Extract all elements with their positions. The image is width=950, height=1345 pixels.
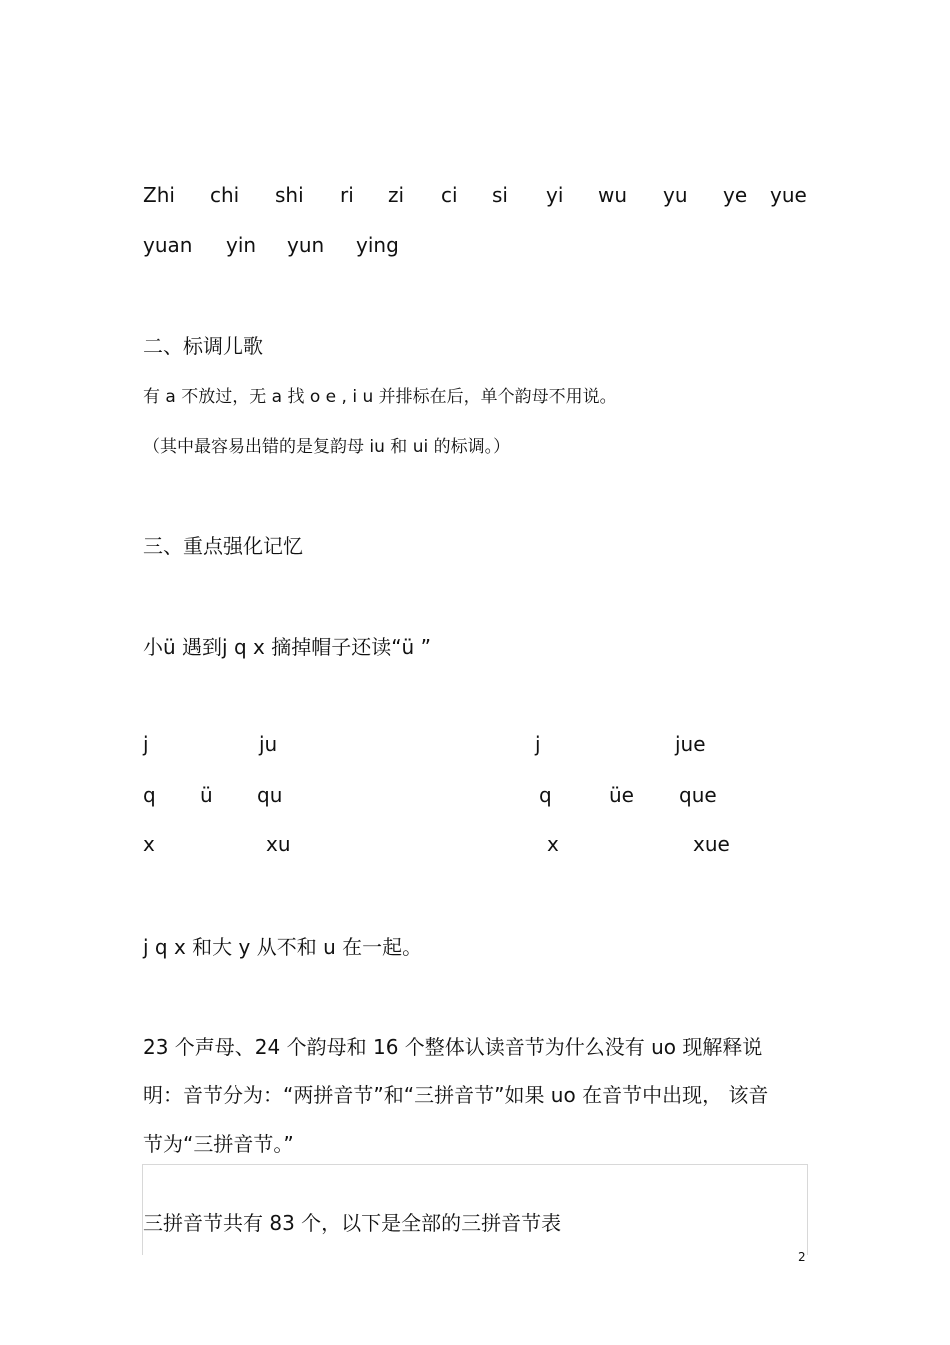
paragraph-line: 明：音节分为：“两拼音节”和“三拼音节”如果 uo 在音节中出现， 该音 (143, 1083, 769, 1107)
syllable: chi (210, 183, 240, 207)
syllable: yuan (143, 233, 193, 257)
initial: q (539, 783, 552, 807)
section-heading: 三、重点强化记忆 (143, 534, 303, 558)
initial: q (143, 783, 156, 807)
initial: x (143, 832, 155, 856)
tone-rhyme: 有 a 不放过，无 a 找 o e , i u 并排标在后，单个韵母不用说。 (143, 387, 617, 407)
initial: j (535, 732, 541, 756)
syllable: xue (693, 832, 730, 856)
syllable: que (679, 783, 717, 807)
tone-note: （其中最容易出错的是复韵母 iu 和 ui 的标调。） (143, 437, 511, 457)
initial: x (547, 832, 559, 856)
syllable: jue (675, 732, 706, 756)
syllable: ju (259, 732, 278, 756)
syllable: si (492, 183, 508, 207)
final: üe (609, 783, 634, 807)
jqx-rule: j q x 和大 y 从不和 u 在一起。 (143, 935, 423, 959)
syllable: yi (546, 183, 564, 207)
paragraph-line: 节为“三拼音节。” (143, 1132, 294, 1156)
syllable: ye (723, 183, 748, 207)
syllable: ci (441, 183, 458, 207)
syllable: ri (340, 183, 354, 207)
syllable: yue (770, 183, 807, 207)
syllable: zi (388, 183, 405, 207)
syllable: xu (266, 832, 291, 856)
syllable: yu (663, 183, 688, 207)
syllable: Zhi (143, 183, 175, 207)
syllable: yin (226, 233, 257, 257)
final: ü (200, 783, 213, 807)
syllable: ying (356, 233, 399, 257)
page-number: 2 (798, 1250, 806, 1264)
paragraph-line: 23 个声母、24 个韵母和 16 个整体认读音节为什么没有 uo 现解释说 (143, 1035, 763, 1059)
umlaut-rule: 小ü 遇到j q x 摘掉帽子还读“ü ” (143, 635, 431, 659)
syllable: wu (598, 183, 628, 207)
initial: j (143, 732, 149, 756)
box-caption: 三拼音节共有 83 个，以下是全部的三拼音节表 (143, 1211, 562, 1235)
syllable: yun (287, 233, 325, 257)
syllable: shi (275, 183, 304, 207)
syllable: qu (257, 783, 283, 807)
section-heading: 二、标调儿歌 (143, 334, 263, 358)
